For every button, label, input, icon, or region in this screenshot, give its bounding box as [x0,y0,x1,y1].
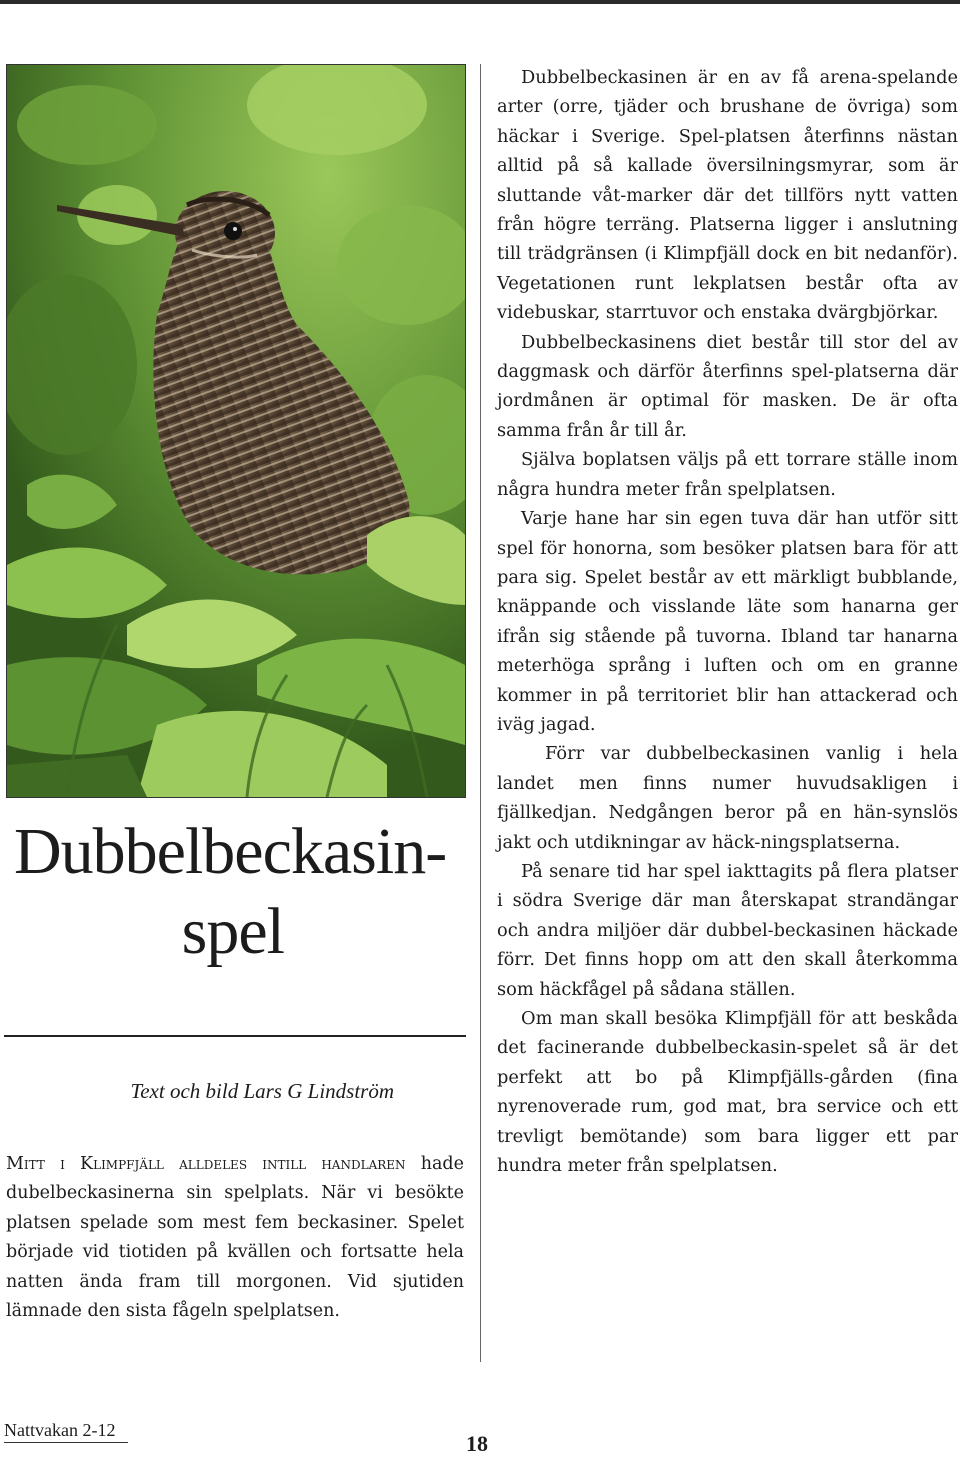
page-number: 18 [466,1431,488,1456]
byline: Text och bild Lars G Lindström [130,1079,394,1103]
body-paragraph: Om man skall besöka Klimpfjäll för att beskåda det facinerande dubbelbeckasin-spelet så är det perfekt att bo på Klimpfjälls-gården (fina nyrenoverade rum, god mat, bra service och ett trevligt bemötande) som bara ligger ett par hundra meter från spelplatsen. [497,1008,958,1177]
body-paragraph: Själva boplatsen väljs på ett torrare ställe inom några hundra meter från spelplatsen. [497,449,958,500]
body-paragraph: Dubbelbeckasinens diet består till stor del av daggmask och därför återfinns spel-platserna där jordmånen är optimal för masken. De är ofta samma från år till år. [497,331,958,441]
top-rule [0,0,960,4]
title-line-2: spel [181,895,284,968]
intro-paragraph [6,1150,464,1326]
body-paragraph: På senare tid har spel iakttagits på flera platser i södra Sverige där man återskapat strandängar och andra miljöer där dubbel-beckasinen häckade förr. Det finns hopp om att den skall återkomma som häckfågel på sådana ställen. [497,860,958,1000]
footer-rule [4,1442,128,1443]
body-paragraph: Varje hane har sin egen tuva där han utför sitt spel för honorna, som besöker platsen bara för att para sig. Spelet består av ett märkligt bubblande, knäppande och visslande läte som hanarna ger ifrån sig stående på tuvorna. Ibland tar hanarna meterhöga språng i luften och om en granne kommer in på territoriet blir han attackerad och iväg jagad. [497,508,958,735]
article-title [14,812,447,972]
column-divider [480,64,481,1362]
body-column [497,63,958,1180]
intro-text: hade dubelbeckasinerna sin spelplats. När vi besökte platsen spelade som mest fem beckasiner. Spelet började vid tiotiden på kvällen och fortsatte hela natten ända fram till morgonen. Vid sjutiden lämnade den sista fågeln spelplatsen. [6,1154,464,1322]
intro-smallcaps: Mitt i Klimpfjäll alldeles intill handlaren [6,1154,406,1174]
snipe-photo [6,64,466,798]
body-paragraph: Förr var dubbelbeckasinen vanlig i hela landet men finns numer huvudsakligen i fjällkedjan. Nedgången beror på en hän-synslös jakt och utdikningar av häck-ningsplatserna. [497,743,958,853]
title-line-1: Dubbelbeckasin- [14,815,447,888]
body-paragraph: Dubbelbeckasinen är en av få arena-spelande arter (orre, tjäder och brushane de övriga) som häckar i Sverige. Spel-platsen återfinns nästan alltid på så kallade översilningsmyrar, som är sluttande våt-marker där det tillförs nytt vatten från högre terräng. Platserna ligger i anslutning till trädgränsen (i Klimpfjäll dock en bit nedanför). Vegetationen runt lekplatsen består ofta av videbuskar, starrtuvor och enstaka dvärgbjörkar. [497,67,958,324]
title-divider [4,1035,466,1037]
magazine-name: Nattvakan 2-12 [4,1420,116,1440]
